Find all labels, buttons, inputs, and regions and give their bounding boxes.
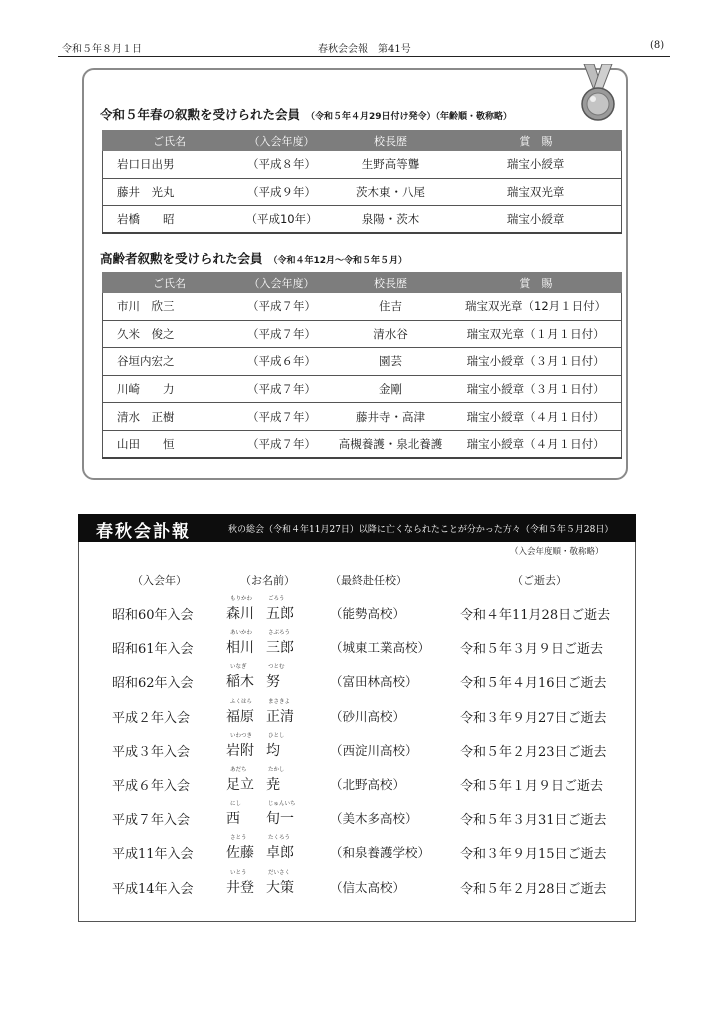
- table-header-row: [103, 131, 622, 151]
- table-cell: 生野高等聾: [331, 151, 450, 179]
- entry-date: 令和３年９月15日ご逝去: [460, 847, 607, 863]
- list-item: [0, 833, 724, 867]
- table-cell: 茨木東・八尾: [331, 178, 450, 206]
- table-cell: （平成７年）: [232, 320, 331, 348]
- table-cell: 瑞宝小綬章: [450, 206, 621, 234]
- table-row: [103, 430, 622, 458]
- table-cell: 瑞宝小綬章: [450, 151, 621, 179]
- surname: 福原: [226, 708, 254, 725]
- header-rule: [58, 56, 670, 57]
- table-cell: （平成７年）: [232, 293, 331, 321]
- col-header-name: （お名前）: [240, 574, 295, 587]
- surname-ruby: あいかわ: [230, 630, 253, 637]
- table-cell: 久米 俊之: [103, 320, 233, 348]
- given-ruby: たくろう: [268, 835, 291, 842]
- table-row: [103, 348, 622, 376]
- entry-date: 令和５年４月16日ご逝去: [460, 676, 607, 692]
- obituary-subtitle: 秋の総会（令和４年11月27日）以降に亡くなられたことが分かった方々（令和５年５月28日）: [228, 525, 614, 535]
- spring-awards-note: （令和５年４月29日付け発令）（年齢順・敬称略）: [306, 112, 513, 122]
- list-item: [0, 731, 724, 765]
- table-cell: 藤井 光丸: [103, 178, 233, 206]
- table-row: [103, 151, 622, 179]
- given-name: 旬一: [266, 811, 294, 828]
- entry-year: 平成３年入会: [112, 744, 191, 760]
- surname: 佐藤: [226, 845, 254, 862]
- entry-year: 平成14年入会: [112, 881, 194, 897]
- entry-date: 令和３年９月27日ご逝去: [460, 710, 607, 726]
- column-header: ご氏名: [103, 131, 233, 151]
- list-item: [0, 662, 724, 696]
- entry-year: 平成２年入会: [112, 710, 191, 726]
- table-cell: 住吉: [331, 293, 450, 321]
- entry-date: 令和５年３月９日ご逝去: [460, 642, 604, 658]
- entry-year: 昭和62年入会: [112, 676, 194, 692]
- entry-year: 平成11年入会: [112, 847, 194, 863]
- table-cell: 市川 欣三: [103, 293, 233, 321]
- spring-awards-title: 令和５年春の叙勲を受けられた会員: [100, 107, 301, 122]
- surname: 稲木: [226, 674, 254, 691]
- spring-awards-table: [102, 130, 622, 234]
- table-cell: 山田 恒: [103, 430, 233, 458]
- entry-date: 令和５年１月９日ご逝去: [460, 779, 604, 794]
- table-row: [103, 403, 622, 431]
- elder-awards-heading: [100, 249, 407, 267]
- list-item: [0, 868, 724, 902]
- table-cell: 岩口日出男: [103, 151, 233, 179]
- surname-ruby: いわつき: [230, 732, 253, 739]
- surname-ruby: いとう: [230, 869, 247, 876]
- elder-awards-table: [102, 272, 622, 459]
- given-ruby: つとむ: [268, 664, 285, 671]
- table-cell: 川崎 力: [103, 375, 233, 403]
- column-header: ご氏名: [103, 273, 233, 293]
- entry-school: （能勢高校）: [330, 606, 406, 621]
- column-header: （入会年度）: [232, 273, 331, 293]
- table-cell: 藤井寺・高津: [331, 403, 450, 431]
- surname: 足立: [226, 777, 254, 793]
- given-ruby: たかし: [268, 767, 285, 773]
- table-cell: 瑞宝小綬章（３月１日付）: [450, 375, 621, 403]
- table-cell: 瑞宝小綬章（３月１日付）: [450, 348, 621, 376]
- column-header: 賞 賜: [450, 131, 621, 151]
- entry-date: 令和５年２月28日ご逝去: [460, 881, 607, 897]
- entry-school: （城東工業高校）: [330, 640, 431, 656]
- publication-title: 春秋会会報 第41号: [318, 44, 411, 55]
- column-header: 校長歴: [331, 273, 450, 293]
- table-row: [103, 206, 622, 234]
- table-cell: （平成７年）: [232, 375, 331, 403]
- surname: 西: [226, 811, 240, 828]
- col-header-school: （最終赴任校）: [330, 574, 407, 587]
- given-name: 尭: [266, 777, 280, 793]
- entry-year: 昭和61年入会: [112, 642, 194, 658]
- given-name: 正清: [266, 708, 294, 725]
- list-item: [0, 765, 724, 799]
- surname: 岩附: [226, 742, 254, 759]
- table-row: [103, 293, 622, 321]
- surname-ruby: にし: [230, 801, 242, 808]
- spring-awards-heading: [100, 105, 512, 123]
- given-name: 卓郎: [266, 845, 294, 862]
- table-cell: 泉陽・茨木: [331, 206, 450, 234]
- entry-name: [226, 662, 316, 696]
- entry-name: [226, 799, 316, 833]
- entry-date: 令和５年３月31日ご逝去: [460, 813, 607, 829]
- given-name: 均: [266, 742, 280, 759]
- entry-name: [226, 765, 316, 799]
- surname: 井登: [226, 879, 254, 896]
- table-cell: （平成６年）: [232, 348, 331, 376]
- table-row: [103, 320, 622, 348]
- entry-name: [226, 594, 316, 628]
- list-item: [0, 799, 724, 833]
- given-ruby: じゅんいち: [268, 801, 296, 808]
- given-ruby: さぶろう: [268, 630, 291, 637]
- table-cell: 高槻養護・泉北養護: [331, 430, 450, 458]
- entry-school: （和泉養護学校）: [330, 845, 431, 861]
- obituary-title-bar: [78, 514, 636, 542]
- given-name: 努: [266, 674, 280, 691]
- issue-date: 令和５年８月１日: [62, 44, 142, 55]
- entry-name: [226, 868, 316, 902]
- table-cell: 谷垣内宏之: [103, 348, 233, 376]
- column-header: 賞 賜: [450, 273, 621, 293]
- table-cell: 清水 正樹: [103, 403, 233, 431]
- column-header: 校長歴: [331, 131, 450, 151]
- table-cell: 金剛: [331, 375, 450, 403]
- table-cell: 瑞宝双光章（12月１日付）: [450, 293, 621, 321]
- surname-ruby: もりかわ: [230, 596, 253, 602]
- table-cell: 瑞宝小綬章（４月１日付）: [450, 430, 621, 458]
- table-cell: 清水谷: [331, 320, 450, 348]
- entry-date: 令和５年２月23日ご逝去: [460, 744, 607, 760]
- elder-awards-title: 高齢者叙勲を受けられた会員: [100, 251, 263, 266]
- surname: 相川: [226, 640, 254, 657]
- entry-year: 平成７年入会: [112, 813, 191, 829]
- entry-school: （砂川高校）: [330, 708, 406, 724]
- table-cell: （平成９年）: [232, 178, 331, 206]
- entry-name: [226, 833, 316, 867]
- given-ruby: まさきよ: [268, 698, 291, 705]
- table-cell: 瑞宝双光章（１月１日付）: [450, 320, 621, 348]
- entry-school: （西淀川高校）: [330, 742, 418, 758]
- surname-ruby: いなぎ: [230, 664, 247, 671]
- list-item: [0, 628, 724, 662]
- entry-year: 平成６年入会: [112, 779, 191, 794]
- table-cell: 瑞宝双光章: [450, 178, 621, 206]
- page-number: (8): [650, 40, 665, 51]
- entry-school: （富田林高校）: [330, 674, 418, 690]
- entry-school: （美木多高校）: [330, 811, 418, 827]
- table-header-row: [103, 273, 622, 293]
- list-item: [0, 697, 724, 731]
- table-cell: （平成10年）: [232, 206, 331, 234]
- entry-date: 令和４年11月28日ご逝去: [460, 608, 611, 623]
- table-cell: 瑞宝小綬章（４月１日付）: [450, 403, 621, 431]
- col-header-date: （ご逝去）: [512, 574, 567, 587]
- elder-awards-note: （令和４年12月～令和５年５月）: [268, 256, 408, 266]
- list-item: [0, 594, 724, 628]
- given-ruby: ひとし: [268, 732, 285, 739]
- col-header-year: （入会年）: [132, 574, 187, 587]
- given-name: 五郎: [266, 606, 294, 622]
- surname-ruby: あだち: [230, 767, 247, 773]
- entry-name: [226, 697, 316, 731]
- given-name: 大策: [266, 879, 294, 896]
- surname-ruby: さとう: [230, 835, 247, 842]
- given-ruby: ごろう: [268, 596, 285, 602]
- table-cell: 園芸: [331, 348, 450, 376]
- surname-ruby: ふくはら: [230, 698, 253, 705]
- table-row: [103, 375, 622, 403]
- obituary-order-note: （入会年度順・敬称略）: [510, 547, 604, 557]
- entry-year: 昭和60年入会: [112, 608, 194, 623]
- entry-school: （信太高校）: [330, 879, 406, 895]
- column-header: （入会年度）: [232, 131, 331, 151]
- given-ruby: だいさく: [268, 869, 291, 876]
- surname: 森川: [226, 606, 254, 622]
- given-name: 三郎: [266, 640, 294, 657]
- table-cell: （平成７年）: [232, 430, 331, 458]
- table-cell: （平成７年）: [232, 403, 331, 431]
- entry-name: [226, 628, 316, 662]
- medal-icon: [572, 64, 624, 126]
- entry-name: [226, 731, 316, 765]
- obituary-title: 春秋会訃報: [96, 522, 191, 542]
- table-cell: 岩橋 昭: [103, 206, 233, 234]
- entry-school: （北野高校）: [330, 777, 406, 792]
- table-row: [103, 178, 622, 206]
- table-cell: （平成８年）: [232, 151, 331, 179]
